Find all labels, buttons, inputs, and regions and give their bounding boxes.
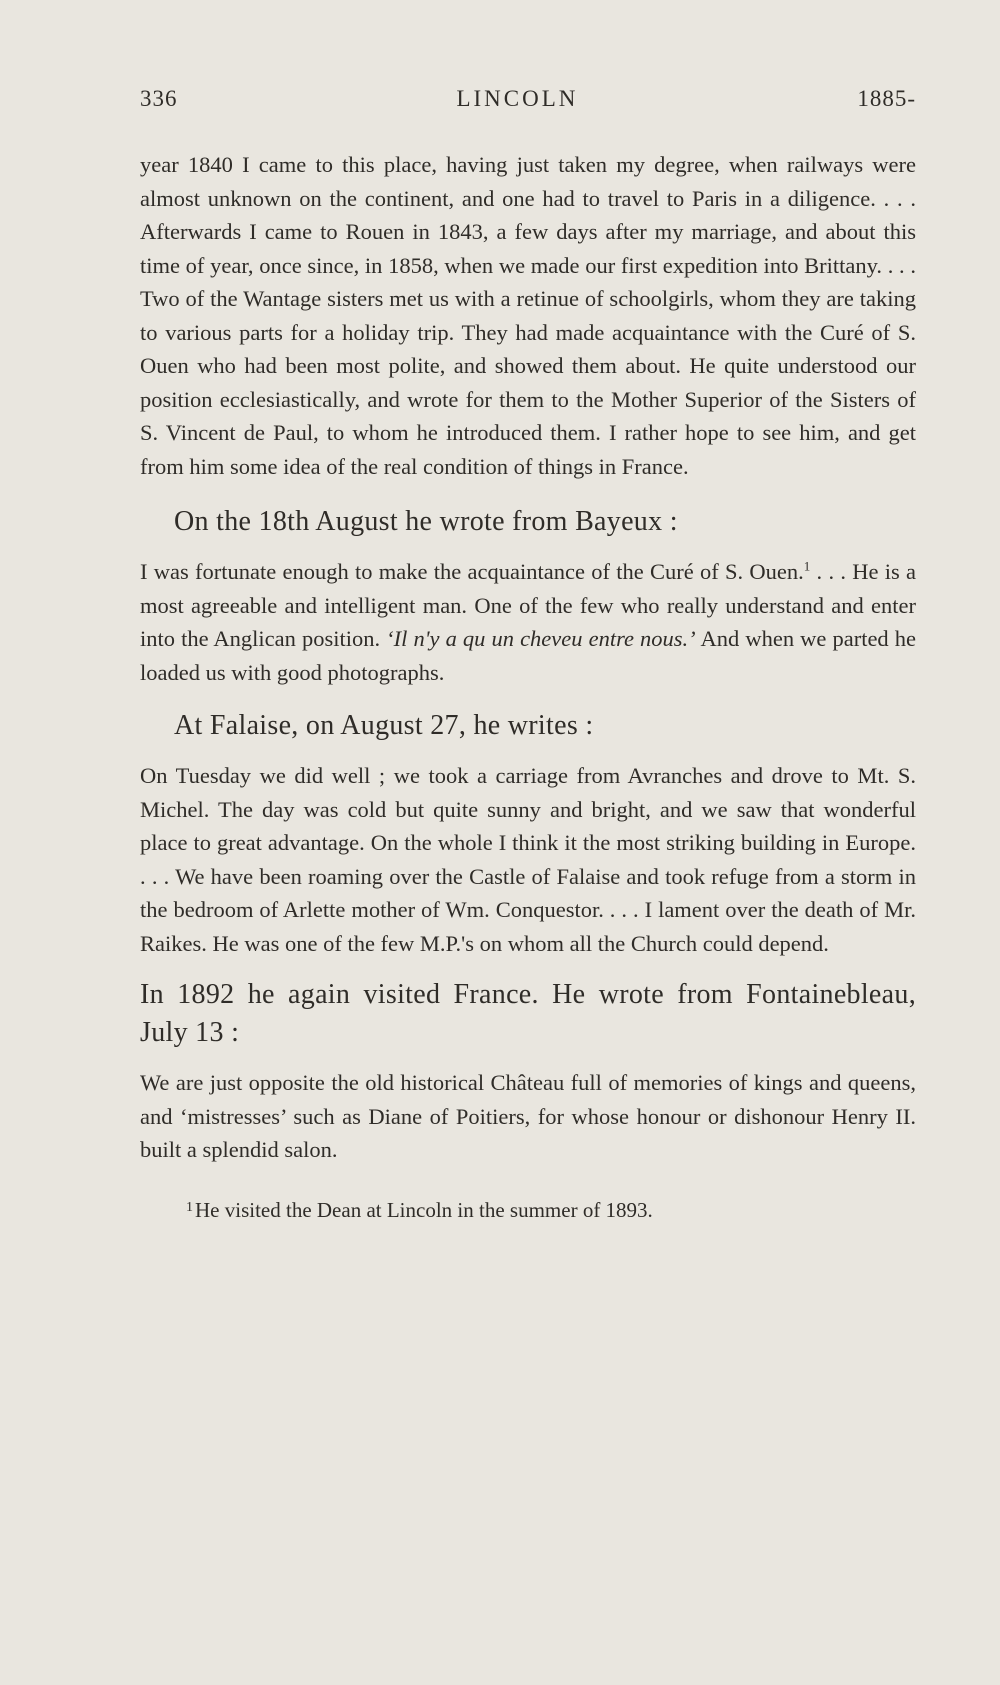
footnote-text: He visited the Dean at Lincoln in the summer of 1893. [195, 1197, 653, 1222]
running-head [140, 86, 916, 120]
page-number: 336 [140, 86, 178, 111]
letter-paragraph-fontainebleau [140, 1066, 916, 1167]
footnote-mark: 1 [186, 1199, 193, 1215]
footnote [140, 1193, 916, 1225]
intro-falaise: At Falaise, on August 27, he writes : [174, 710, 594, 741]
paragraph-text-b: . . . He is a most agreeable and intelligent man. One of the few who really understand and enter into the Anglican position. [140, 559, 916, 651]
paragraph-text [140, 555, 916, 689]
running-title: LINCOLN [456, 86, 579, 111]
intro-bayeux: On the 18th August he wrote from Bayeux : [174, 506, 678, 537]
paragraph-text-a: I was fortunate enough to make the acquaintance of the Curé of S. Ouen. [140, 559, 804, 584]
intro-fontainebleau: In 1892 he again visited France. He wrote from Fontainebleau, July 13 : [140, 979, 916, 1048]
paragraph-text: On Tuesday we did well ; we took a carriage from Avranches and drove to Mt. S. Michel. The day was cold but quite sunny and bright, and we saw that wonderful place to great advantage. On the whole I think it the most striking building in Europe. . . . We have been roaming over the Castle of Falaise and took refuge from a storm in the bedroom of Arlette mother of Wm. Conquestor. . . . I lament over the death of Mr. Raikes. He was one of the few M.P.'s on whom all the Church could depend. [140, 763, 916, 956]
running-year: 1885- [857, 86, 916, 111]
french-quotation: ‘Il n'y a qu un cheveu entre nous.’ [386, 626, 696, 651]
paragraph-text-c: And when we parted he loaded us with good photographs. [140, 626, 916, 685]
letter-paragraph-falaise [140, 759, 916, 960]
letter-paragraph-rouen [140, 148, 916, 483]
footnote-reference: 1 [803, 558, 811, 574]
letter-paragraph-bayeux [140, 555, 916, 689]
paragraph-text: year 1840 I came to this place, having just taken my degree, when railways were almost unknown on the continent, and one had to travel to Paris in a diligence. . . . Afterwards I came to Rouen in 1843, a few days after my marriage, and about this time of year, once since, in 1858, when we made our first expedition into Brittany. . . . Two of the Wantage sisters met us with a retinue of schoolgirls, whom they are taking to various parts for a holiday trip. They had made acquaintance with the Curé of S. Ouen who had been most polite, and showed them about. He quite understood our position ecclesiastically, and wrote for them to the Mother Superior of the Sisters of S. Vincent de Paul, to whom he introduced them. I rather hope to see him, and get from him some idea of the real condition of things in France. [140, 152, 916, 479]
paragraph-text: We are just opposite the old historical Château full of memories of kings and queens, and ‘mistresses’ such as Diane of Poitiers, for whose honour or dishonour Henry II. built a splendid salon. [140, 1070, 916, 1162]
